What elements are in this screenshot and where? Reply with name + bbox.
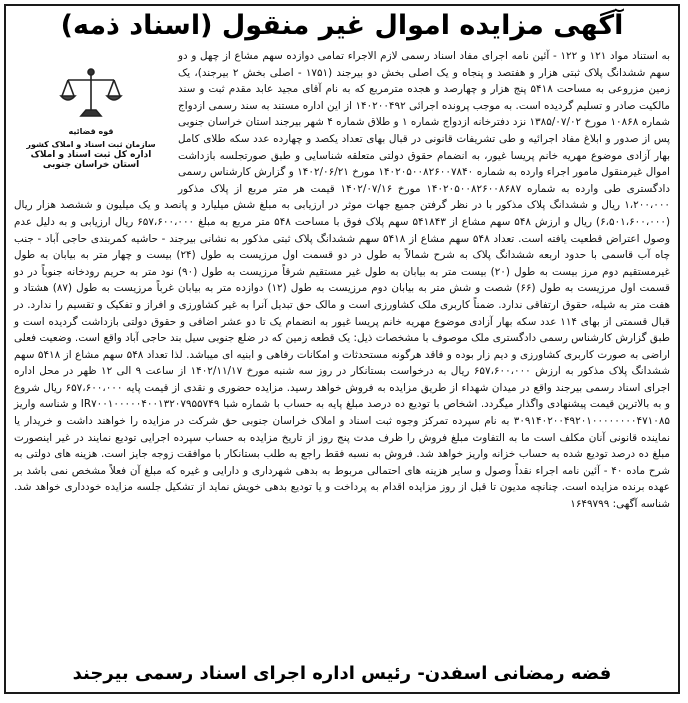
notice-body-text: به استناد مواد ۱۲۱ و ۱۲۲ - آئین نامه اجرای مفاد اسناد رسمی لازم الاجراء تمامی دوازده سهم مشاع از چهل و دو سهم ششدانگ پلاک ثبتی هزار و هفتصد و پنجاه و یک اصلی بخش دو بیرجند (۱۷۵۱ - اصلی بخش ۲ بیرجند)، یک زمین مزروعی به مساحت ۵۴۱۸ پنج هزار و چهارصد و هجده مترمربع که به نام آقای مجید عابد مقدم ثبت و سند مالکیت صادر و تسلیم گردیده است. به موجب پرونده اجرائی ۱۴۰۲۰۰۴۹۲ از این اداره مستند به سند رسمی ازدواج شماره ۱۰۸۶۸ مورخ ۱۳۸۵/۰۷/۰۲ نزد دفترخانه ازدواج شماره ۱ و طلاق شماره ۴ شهر بیرجند استان خراسان جنوبی پس از صدور و ابلاغ مفاد اجرائیه و طی تشریفات قانونی در قبال بهای تعداد یکصد و چهارده عدد سکه طلای کامل بهار آزادی موضوع مهریه خانم پریسا غیور، به انضمام حقوق دولتی متعلقه شناسایی و طبق صورتجلسه بازداشت اموال غیرمنقول مامور اجراء وارده به شماره ۱۴۰۲۰۵۰۰۸۲۶۰۰۷۸۴۰ مورخ ۱۴۰۲/۰۶/۲۱ و گزارش کارشناس رسمی دادگستری طی وارده به شماره ۱۴۰۲۰۵۰۰۸۲۶۰۰۸۶۸۷ مورخ ۱۴۰۲/۰۷/۱۶ قیمت هر متر مربع از پلاک مذکور ۱،۲۰۰،۰۰۰ ریال و ششدانگ پلاک مذکور با در نظر گرفتن جمیع جهات موثر در ارزیابی به مبلغ شش میلیارد و پانصد و یک میلیون و ششصد هزار ریال (۶،۵۰۱،۶۰۰،۰۰۰) ریال و ارزش ۵۴۸ سهم مشاع از ۵۴۱۸۴۳ سهم پلاک فوق با مساحت ۵۴۸ متر مربع به مبلغ ۶۵۷،۶۰۰،۰۰۰ ریال ارزیابی و به دلیل عدم وصول اعتراض قطعیت یافته است. تعداد ۵۴۸ سهم مشاع از ۵۴۱۸ سهم ششدانگ پلاک ثبتی مذکور به نشانی بیرجند - حاشیه کمربندی حاجی آباد - جنب چاه آب قاسمی با حدود اربعه ششدانگ پلاک به شرح شمالاً به طول در دو قسمت اول مرزیست به طول (۲۴) بیست و چهار متر به بیابان به طول غیرمستقیم دوم مرز بیست به طول (۲۰) بیست متر به بیابان به طول غیر مستقیم شرقاً مرزیست به طول (۹۰) نود متر به حریم رودخانه جنوباً در دو قسمت اول مرزیست به طول (۶۶) شصت و شش متر به بیابان دوم مرزیست به طول (۱۲) دوازده متر به بیابان غرباً مرزیست به طول (۸۷) هشتاد و هفت متر به شیله، حقوق ارتفاقی ندارد. ضمناً کاربری ملک کشاورزی است و مالک حق تبدیل آنرا به غیر کشاورزی و افراز و تفکیک و تقسیم را ندارد. در قبال قسمتی از بهای ۱۱۴ عدد سکه بهار آزادی موضوع مهریه خانم پریسا غیور به انضمام یک تا دو عشر اضافی و حقوق دولتی بازداشت گردیده است و طبق گزارش کارشناس رسمی دادگستری ملک موصوف با مشخصات ذیل: یک قطعه زمین که در ضلع جنوبی سیل بند حاجی آباد واقع است. وضعیت فعلی اراضی به صورت کاربری کشاورزی و دیم زار بوده و فاقد هرگونه مستحدثات و امکانات رفاهی و ابنیه ای میباشد. لذا تعداد ۵۴۸ سهم مشاع از ۵۴۱۸ سهم ششدانگ پلاک مذکور به ارزش ۶۵۷،۶۰۰،۰۰۰ ریال به درخواست بستانکار در روز سه شنبه مورخ ۱۴۰۲/۱۱/۱۷ از ساعت ۹ الی ۱۲ ظهر در محل اداره اجرای اسناد رسمی بیرجند واقع در میدان شهداء از طریق مزایده به فروش خواهد رسید. مزایده حضوری و نقدی از قیمت پایه ۶۵۷،۶۰۰،۰۰۰ ریال شروع و به بالاترین قیمت پیشنهادی واگذار میگردد. اشخاص با تودیع ده درصد مبلغ پایه به حساب با شماره شبا IR۷۰۰۱۰۰۰۰۰۴۰۰۱۳۲۰۷۹۵۵۷۴۹ و شناسه واریز ۳۰۹۱۴۰۲۰۰۴۹۲۰۱۰۰۰۰۰۰۰۰۴۷۱۰۸۵ به نام سپرده تمرکز وجوه ثبت اسناد و املاک خراسان جنوبی حق شرکت در مزایده را خواهند داشت و خریدار یا نماینده قانونی آنان مکلف است ما به التفاوت مبلغ فروش را ظرف مدت پنج روز از تاریخ مزایده به حساب سپرده اجرایی تودیع نمایند در غیر اینصورت مبلغ ده درصد تودیع شده به حساب خزانه واریز خواهد شد. فروش به نسبه فقط راجع به طلب بستانکار با موافقت زوجه جایز است. هزینه های دولتی به شرح ماده ۴۰ - آئین نامه اجراء نقداً وصول و سایر هزینه های احتمالی مربوط به بدهی شهرداری و دارایی و غیره که مبلغ آن فعلاً مشخص نمی باشد بر عهده برنده مزایده است. چنانچه مدیون تا قبل از روز مزایده اقدام به پرداخت و یا تودیع بدهی خویش نماید از تشکیل جلسه مزایده خودداری خواهد شد. شناسه آگهی: ۱۶۴۹۷۹۹ [14,50,671,511]
emblem-spacer [14,68,172,186]
emblem-org-line2: سازمان ثبت اسناد و املاک کشور [26,140,156,149]
emblem-org-line1: قوه قضائیه [68,127,114,136]
notice-frame [4,4,680,694]
notice-signature: فضه رمضانی اسفدن- رئیس اداره اجرای اسناد رسمی بیرجند [72,663,612,684]
notice-title: آگهی مزایده اموال غیر منقول (اسناد ذمه) [60,10,624,41]
notice-body [14,48,670,646]
emblem-caption: اداره کل ثبت اسناد و املاک استان خراسان جنوبی [30,150,152,170]
